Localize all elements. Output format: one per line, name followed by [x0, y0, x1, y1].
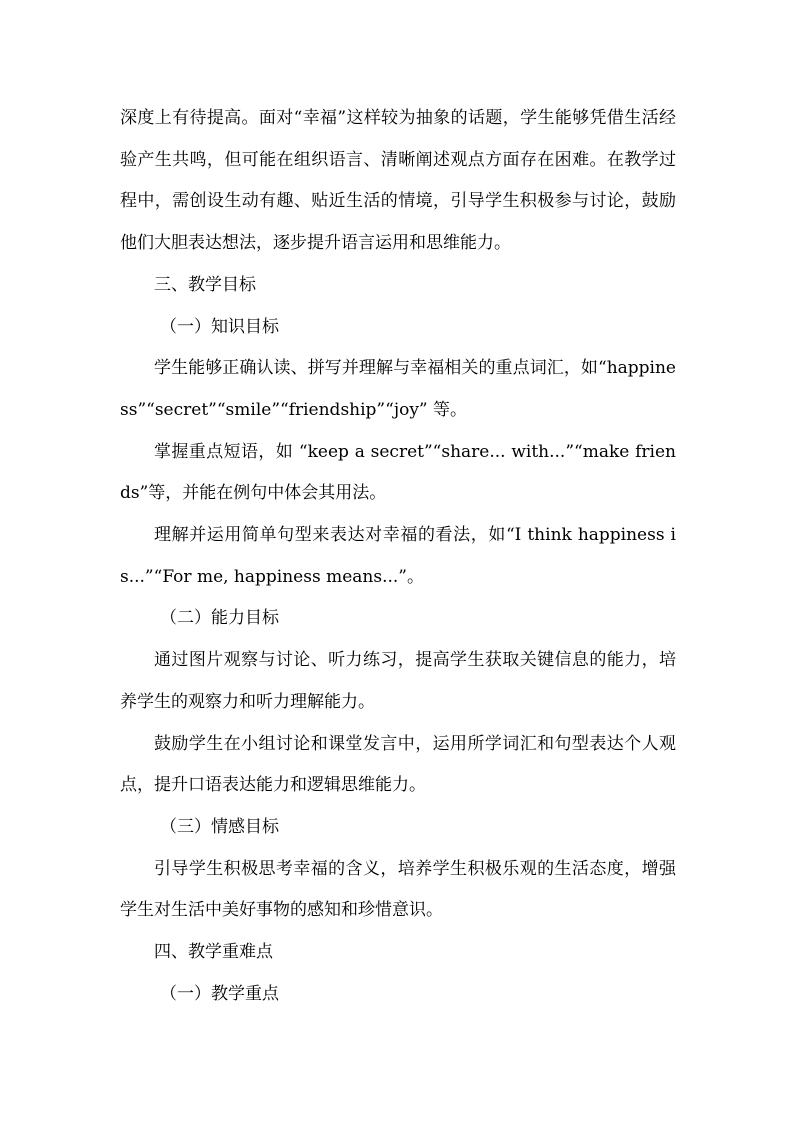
paragraph-vocabulary: 学生能够正确认读、拼写并理解与幸福相关的重点词汇，如“happiness”“secret”“smile”“friendship”“joy” 等。 — [120, 358, 676, 420]
paragraph-ability-speaking: 鼓励学生在小组讨论和课堂发言中，运用所学词汇和句型表达个人观点，提升口语表达能力和逻辑思维能力。 — [120, 733, 676, 796]
subsection-heading-emotional-objectives: （三）情感目标 — [160, 816, 279, 837]
paragraph-phrases: 掌握重点短语，如 “keep a secret”“share... with...”“make friends”等，并能在例句中体会其用法。 — [120, 441, 676, 504]
subsection-heading-knowledge-objectives: （一）知识目标 — [160, 316, 279, 337]
subsection-heading-teaching-focus: （一）教学重点 — [160, 983, 279, 1004]
paragraph-continuation: 深度上有待提高。面对“幸福”这样较为抽象的话题，学生能够凭借生活经验产生共鸣，但可能在组织语言、清晰阐述观点方面存在困难。在教学过程中，需创设生动有趣、贴近生活的情境，引导学生积极参与讨论，鼓励他们大胆表达想法，逐步提升语言运用和思维能力。 — [120, 108, 676, 254]
document-body — [120, 98, 676, 1015]
section-heading-teaching-objectives: 三、教学目标 — [154, 274, 256, 295]
subsection-heading-ability-objectives: （二）能力目标 — [160, 608, 279, 629]
paragraph-emotional: 引导学生积极思考幸福的含义，培养学生积极乐观的生活态度，增强学生对生活中美好事物的感知和珍惜意识。 — [120, 858, 676, 921]
section-heading-key-difficult-points: 四、教学重难点 — [154, 942, 273, 963]
paragraph-sentence-patterns: 理解并运用简单句型来表达对幸福的看法，如“I think happiness is...”“For me, happiness means...”。 — [120, 525, 676, 587]
paragraph-ability-listening: 通过图片观察与讨论、听力练习，提高学生获取关键信息的能力，培养学生的观察力和听力理解能力。 — [120, 650, 676, 712]
